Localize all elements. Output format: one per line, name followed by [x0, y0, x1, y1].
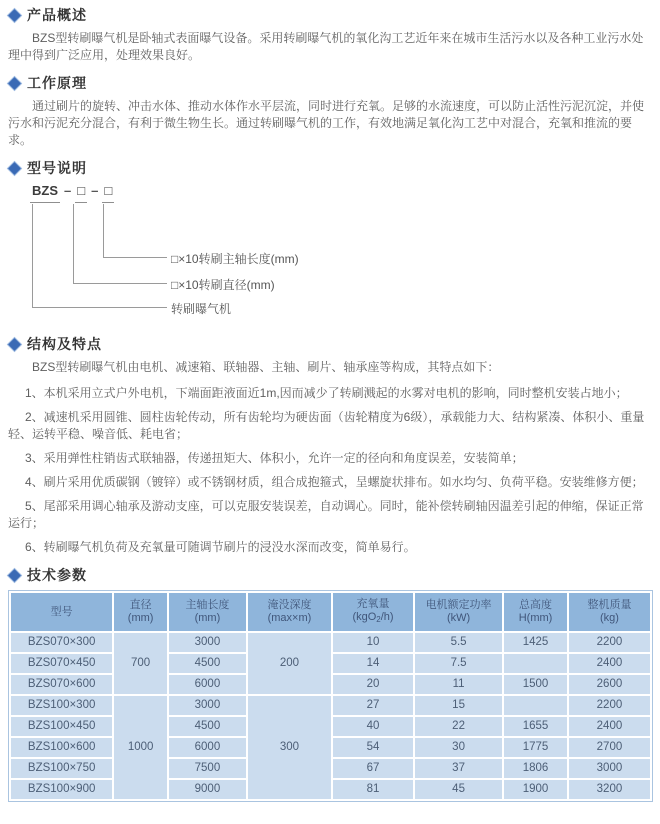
column-header-total-height: 总高度 H(mm): [504, 593, 567, 631]
principle-title: 工作原理: [27, 75, 87, 91]
cell-power: 7.5: [415, 654, 502, 673]
cell-height: [504, 654, 567, 673]
cell-height: 1500: [504, 675, 567, 694]
column-header-diameter: 直径 (mm): [114, 593, 167, 631]
column-header-oxygenation: 充氧量 (kgO$_2$/h): [333, 593, 413, 631]
diamond-bullet-icon: [8, 77, 21, 90]
cell-shaft: 4500: [169, 717, 246, 736]
cell-weight: 2200: [569, 633, 650, 652]
cell-shaft: 3000: [169, 696, 246, 715]
features-intro: BZS型转刷曝气机由电机、减速箱、联轴器、主轴、刷片、轴承座等构成，其特点如下：: [32, 360, 500, 374]
cell-shaft: 6000: [169, 675, 246, 694]
features-title: 结构及特点: [27, 336, 102, 352]
connector-line-shaft: [103, 204, 104, 258]
cell-shaft: 3000: [169, 633, 246, 652]
callout-diameter: □×10转刷直径(mm): [171, 278, 275, 292]
specs-table-wrapper: [8, 590, 653, 802]
cell-shaft: 9000: [169, 780, 246, 799]
cell-diameter-merged: 700: [114, 633, 167, 694]
cell-oxygen: 20: [333, 675, 413, 694]
cell-oxygen: 27: [333, 696, 413, 715]
cell-weight: 2400: [569, 717, 650, 736]
overview-paragraph: BZS型转刷曝气机是卧轴式表面曝气设备。采用转刷曝气机的氧化沟工艺近年来在城市生活污水以及各种工业污水处理中得到广泛应用，处理效果良好。: [8, 31, 644, 62]
cell-diameter-merged: 1000: [114, 696, 167, 799]
specs-table: [8, 590, 653, 802]
specs-title: 技术参数: [27, 567, 87, 583]
cell-height: 1775: [504, 738, 567, 757]
connector-line-machine: [32, 204, 33, 308]
section-heading-features: [8, 335, 653, 353]
cell-weight: 2700: [569, 738, 650, 757]
connector-line-shaft: [103, 257, 167, 258]
model-title: 型号说明: [27, 160, 87, 176]
cell-shaft: 6000: [169, 738, 246, 757]
formula-separator: –: [64, 183, 72, 198]
feature-item: 1、本机采用立式户外电机，下端面距液面近1m,因而减少了转刷溅起的水雾对电机的影响，同时整机安装占地小；: [25, 386, 628, 400]
diamond-bullet-icon: [8, 338, 21, 351]
cell-power: 37: [415, 759, 502, 778]
column-header-motor-power: 电机额定功率 (kW): [415, 593, 502, 631]
section-heading-overview: [8, 6, 653, 24]
cell-weight: 2400: [569, 654, 650, 673]
section-heading-specs: [8, 566, 653, 584]
cell-model: BZS100×300: [11, 696, 112, 715]
cell-model: BZS070×600: [11, 675, 112, 694]
model-designation-diagram: [8, 183, 653, 325]
cell-oxygen: 10: [333, 633, 413, 652]
cell-weight: 3000: [569, 759, 650, 778]
cell-shaft: 7500: [169, 759, 246, 778]
connector-line-diameter: [73, 204, 74, 284]
connector-line-machine: [32, 307, 167, 308]
diamond-bullet-icon: [8, 9, 21, 22]
table-row: [11, 633, 650, 652]
formula-box-shaft-length: □: [102, 183, 114, 203]
formula-box-diameter: □: [75, 183, 87, 203]
cell-depth-merged: 300: [248, 696, 331, 799]
section-heading-principle: [8, 74, 653, 92]
cell-oxygen: 67: [333, 759, 413, 778]
cell-oxygen: 14: [333, 654, 413, 673]
cell-model: BZS100×900: [11, 780, 112, 799]
feature-item: 2、减速机采用圆锥、圆柱齿轮传动，所有齿轮均为硬齿面（齿轮精度为6级），承载能力大、结构紧凑、体积小、重量轻、运转平稳、噪音低、耗电省；: [8, 410, 645, 441]
cell-power: 22: [415, 717, 502, 736]
connector-line-diameter: [73, 283, 167, 284]
formula-separator: –: [91, 183, 99, 198]
callout-shaft-length: □×10转刷主轴长度(mm): [171, 252, 299, 266]
feature-item: 5、尾部采用调心轴承及游动支座，可以克服安装误差，自动调心。同时，能补偿转刷轴因温差引起的伸缩，保证正常运行；: [8, 499, 644, 530]
column-header-submersion-depth: 淹没深度 (max×m): [248, 593, 331, 631]
cell-height: 1900: [504, 780, 567, 799]
cell-model: BZS100×600: [11, 738, 112, 757]
callout-machine-name: 转刷曝气机: [171, 302, 232, 316]
cell-shaft: 4500: [169, 654, 246, 673]
cell-height: 1425: [504, 633, 567, 652]
formula-prefix: BZS: [30, 183, 60, 203]
cell-height: 1655: [504, 717, 567, 736]
cell-model: BZS100×450: [11, 717, 112, 736]
column-header-shaft-length: 主轴长度 (mm): [169, 593, 246, 631]
column-header-model: 型号: [11, 593, 112, 631]
cell-power: 11: [415, 675, 502, 694]
cell-power: 45: [415, 780, 502, 799]
feature-item: 3、采用弹性柱销齿式联轴器，传递扭矩大、体积小，允许一定的径向和角度误差，安装简单；: [25, 451, 524, 465]
diamond-bullet-icon: [8, 569, 21, 582]
principle-paragraph: 通过刷片的旋转、冲击水体、推动水体作水平层流，同时进行充氧。足够的水流速度，可以防止活性污泥沉淀，并使污水和污泥充分混合，有利于微生物生长。通过转刷曝气机的工作，有效地满足氧化沟工艺中对混合，充氧和推流的要求。: [8, 99, 645, 147]
cell-power: 5.5: [415, 633, 502, 652]
cell-weight: 2200: [569, 696, 650, 715]
diamond-bullet-icon: [8, 162, 21, 175]
cell-oxygen: 54: [333, 738, 413, 757]
cell-height: [504, 696, 567, 715]
feature-item: 6、转刷曝气机负荷及充氧量可随调节刷片的浸没水深而改变，简单易行。: [25, 540, 416, 554]
table-header-row: [11, 593, 650, 631]
table-row: [11, 696, 650, 715]
cell-model: BZS070×300: [11, 633, 112, 652]
cell-model: BZS100×750: [11, 759, 112, 778]
cell-weight: 2600: [569, 675, 650, 694]
overview-title: 产品概述: [27, 7, 87, 23]
cell-model: BZS070×450: [11, 654, 112, 673]
section-heading-model: [8, 159, 653, 177]
cell-power: 30: [415, 738, 502, 757]
cell-oxygen: 81: [333, 780, 413, 799]
cell-height: 1806: [504, 759, 567, 778]
cell-weight: 3200: [569, 780, 650, 799]
cell-power: 15: [415, 696, 502, 715]
cell-oxygen: 40: [333, 717, 413, 736]
feature-item: 4、刷片采用优质碳钢（镀锌）或不锈钢材质，组合成抱箍式，呈螺旋状排布。如水均匀、负荷平稳。安装维修方便；: [25, 475, 644, 489]
column-header-total-weight: 整机质量 (kg): [569, 593, 650, 631]
model-formula: [30, 183, 114, 198]
cell-depth-merged: 200: [248, 633, 331, 694]
